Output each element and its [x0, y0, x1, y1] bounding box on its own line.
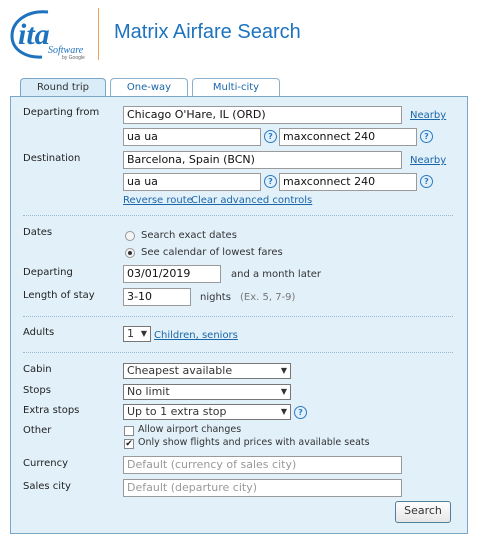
- children-seniors-link[interactable]: Children, seniors: [154, 330, 238, 341]
- cabin-select[interactable]: [123, 363, 291, 379]
- stops-select-value: No limit: [127, 385, 170, 398]
- sales-city-label: Sales city: [23, 481, 71, 492]
- tab-multi-city[interactable]: Multi-city: [192, 78, 280, 97]
- search-button[interactable]: Search: [395, 501, 451, 523]
- chevron-down-icon: ▼: [280, 366, 287, 375]
- departing-routing-input[interactable]: maxconnect 240: [279, 128, 417, 146]
- radio-calendar-fares[interactable]: [125, 248, 135, 258]
- logo-by-google: by Google: [62, 55, 85, 60]
- other-label: Other: [23, 425, 52, 436]
- departing-nearby-link[interactable]: Nearby: [410, 110, 447, 121]
- length-of-stay-input[interactable]: 3-10: [123, 288, 191, 306]
- extra-stops-label: Extra stops: [23, 405, 80, 416]
- nights-label: nights: [200, 292, 231, 303]
- logo-sub-text: Software: [48, 45, 84, 56]
- departing-from-label: Departing from: [23, 107, 100, 118]
- adults-label: Adults: [23, 327, 55, 338]
- ita-software-logo: [8, 8, 88, 60]
- chevron-down-icon: ▼: [280, 387, 287, 396]
- destination-input[interactable]: Barcelona, Spain (BCN): [123, 151, 402, 169]
- departing-date-label: Departing: [23, 267, 73, 278]
- length-of-stay-label: Length of stay: [23, 290, 95, 301]
- sales-city-input[interactable]: Default (departure city): [123, 479, 402, 497]
- departing-date-input[interactable]: 03/01/2019: [123, 265, 221, 283]
- destination-label: Destination: [23, 153, 81, 164]
- radio-exact-dates[interactable]: [125, 231, 135, 241]
- stay-example-hint: (Ex. 5, 7-9): [240, 292, 296, 303]
- destination-carrier-input[interactable]: ua ua: [123, 173, 261, 191]
- logo-text: ita: [18, 18, 50, 51]
- chevron-down-icon: ▼: [280, 407, 287, 416]
- allow-airport-changes-checkbox[interactable]: [124, 426, 134, 436]
- departing-from-input[interactable]: Chicago O'Hare, IL (ORD): [123, 106, 402, 124]
- section-divider: [23, 316, 453, 317]
- stops-label: Stops: [23, 385, 51, 396]
- app-title: Matrix Airfare Search: [114, 21, 301, 43]
- allow-airport-changes-label: Allow airport changes: [138, 424, 242, 435]
- section-divider: [23, 215, 453, 216]
- help-icon[interactable]: ?: [264, 175, 277, 188]
- departing-carrier-input[interactable]: ua ua: [123, 128, 261, 146]
- help-icon[interactable]: ?: [420, 130, 433, 143]
- search-form-panel: [10, 96, 468, 534]
- chevron-down-icon: ▼: [140, 329, 147, 338]
- clear-advanced-controls-link[interactable]: Clear advanced controls: [191, 195, 313, 206]
- stops-select[interactable]: [123, 384, 291, 400]
- section-divider: [23, 352, 453, 353]
- help-icon[interactable]: ?: [264, 130, 277, 143]
- cabin-label: Cabin: [23, 364, 52, 375]
- extra-stops-select-value: Up to 1 extra stop: [127, 405, 227, 418]
- destination-nearby-link[interactable]: Nearby: [410, 155, 447, 166]
- help-icon[interactable]: ?: [294, 406, 307, 419]
- currency-input[interactable]: Default (currency of sales city): [123, 456, 402, 474]
- adults-select-value: 1: [127, 327, 134, 340]
- help-icon[interactable]: ?: [420, 175, 433, 188]
- reverse-route-link[interactable]: Reverse route: [123, 195, 193, 206]
- adults-select[interactable]: [123, 326, 151, 342]
- exact-dates-label: Search exact dates: [141, 230, 237, 241]
- calendar-fares-label: See calendar of lowest fares: [141, 247, 283, 258]
- ita-logo-icon: [8, 8, 88, 60]
- tab-one-way[interactable]: One-way: [110, 78, 188, 97]
- dates-label: Dates: [23, 227, 53, 238]
- only-available-checkbox[interactable]: ✔: [125, 439, 133, 449]
- extra-stops-select[interactable]: [123, 404, 291, 420]
- tab-round-trip[interactable]: Round trip: [20, 78, 106, 98]
- header-divider: [98, 8, 99, 60]
- only-available-label: Only show flights and prices with available seats: [138, 437, 370, 448]
- departing-date-hint: and a month later: [231, 269, 322, 280]
- destination-routing-input[interactable]: maxconnect 240: [279, 173, 417, 191]
- cabin-select-value: Cheapest available: [127, 364, 233, 377]
- currency-label: Currency: [23, 458, 69, 469]
